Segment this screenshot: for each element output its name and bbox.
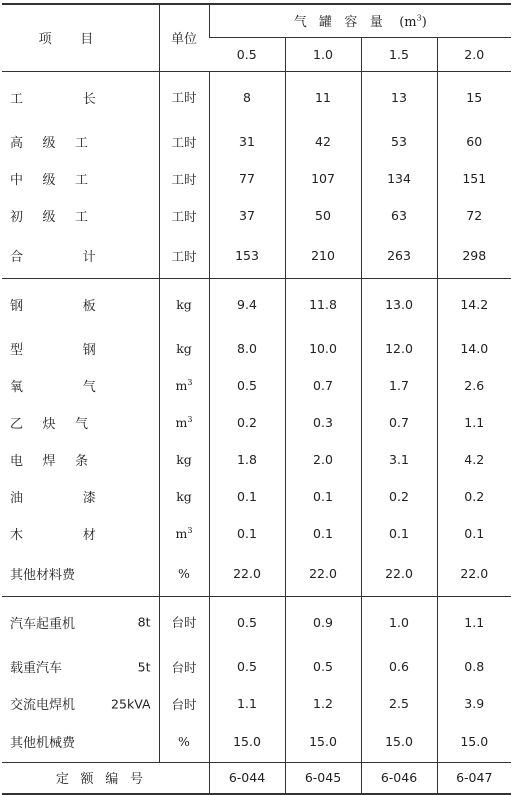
- labor-unit: [159, 234, 209, 278]
- unit-text: kg: [176, 489, 192, 504]
- item-name: 初级工: [10, 210, 108, 225]
- machinery-row: [2, 685, 511, 722]
- materials-name: [2, 478, 159, 515]
- header-col-1: 1.0: [285, 37, 361, 71]
- materials-value: 0.1: [209, 515, 285, 552]
- materials-value: 22.0: [361, 552, 437, 596]
- materials-value: 8.0: [209, 330, 285, 367]
- materials-value: 13.0: [361, 278, 437, 330]
- machinery-row: [2, 722, 511, 762]
- machinery-value: 0.6: [361, 648, 437, 685]
- quota-code: 6-046: [361, 762, 437, 794]
- materials-name: [2, 367, 159, 404]
- labor-value: 77: [209, 160, 285, 197]
- labor-name: [2, 234, 159, 278]
- labor-value: 151: [437, 160, 511, 197]
- labor-value: 8: [209, 71, 285, 123]
- machinery-value: 15.0: [361, 722, 437, 762]
- labor-row: [2, 234, 511, 278]
- materials-row: [2, 367, 511, 404]
- unit-text: m: [175, 415, 188, 431]
- header-col-2: 1.5: [361, 37, 437, 71]
- labor-unit: [159, 123, 209, 160]
- materials-value: 0.1: [209, 478, 285, 515]
- unit-text: m: [175, 378, 188, 394]
- header-col-3: 2.0: [437, 37, 511, 71]
- unit-superscript: 3: [187, 414, 193, 424]
- item-name: 交流电焊机: [10, 698, 76, 713]
- materials-row: [2, 404, 511, 441]
- quota-code-label-text: 定额编号: [55, 772, 155, 787]
- machinery-value: 0.5: [209, 596, 285, 648]
- machinery-value: 3.9: [437, 685, 511, 722]
- materials-value: 0.2: [361, 478, 437, 515]
- materials-row: [2, 441, 511, 478]
- machinery-value: 0.5: [209, 648, 285, 685]
- labor-value: 72: [437, 197, 511, 234]
- machinery-value: 15.0: [285, 722, 361, 762]
- item-name: 汽车起重机: [10, 616, 76, 632]
- machinery-unit: [159, 722, 209, 762]
- labor-unit: [159, 160, 209, 197]
- machinery-unit: [159, 596, 209, 648]
- item-spec: 8t: [137, 614, 151, 630]
- quota-code-label: [2, 762, 209, 794]
- machinery-name: [2, 648, 159, 685]
- materials-value: 3.1: [361, 441, 437, 478]
- machinery-name: [2, 722, 159, 762]
- labor-name: [2, 123, 159, 160]
- materials-value: 0.1: [437, 515, 511, 552]
- header-item: 项目: [2, 4, 159, 71]
- machinery-value: 1.0: [361, 596, 437, 648]
- machinery-row: [2, 596, 511, 648]
- labor-value: 37: [209, 197, 285, 234]
- materials-name: [2, 278, 159, 330]
- materials-value: 2.0: [285, 441, 361, 478]
- materials-value: 1.8: [209, 441, 285, 478]
- materials-unit: [159, 515, 209, 552]
- materials-name: [2, 515, 159, 552]
- materials-name: [2, 330, 159, 367]
- machinery-name: [2, 685, 159, 722]
- unit-text: m: [175, 526, 188, 542]
- materials-value: 22.0: [285, 552, 361, 596]
- materials-value: 22.0: [437, 552, 511, 596]
- labor-value: 50: [285, 197, 361, 234]
- item-name: 合计: [10, 250, 156, 266]
- materials-name: [2, 552, 159, 596]
- machinery-value: 0.8: [437, 648, 511, 685]
- materials-value: 0.7: [361, 404, 437, 441]
- unit-text: 工时: [171, 208, 197, 224]
- machinery-row: [2, 648, 511, 685]
- unit-text: %: [178, 566, 190, 582]
- unit-text: 台时: [171, 659, 197, 675]
- unit-text: kg: [176, 452, 192, 467]
- materials-row: [2, 552, 511, 596]
- item-name: 乙炔气: [10, 417, 108, 432]
- materials-unit: [159, 404, 209, 441]
- labor-value: 107: [285, 160, 361, 197]
- labor-unit: [159, 71, 209, 123]
- materials-value: 4.2: [437, 441, 511, 478]
- materials-unit: [159, 478, 209, 515]
- materials-value: 11.8: [285, 278, 361, 330]
- labor-value: 15: [437, 71, 511, 123]
- item-name: 型钢: [10, 343, 156, 358]
- materials-name: [2, 404, 159, 441]
- labor-name: [2, 160, 159, 197]
- materials-row: [2, 478, 511, 515]
- materials-value: 9.4: [209, 278, 285, 330]
- materials-row: [2, 278, 511, 330]
- materials-value: 0.2: [437, 478, 511, 515]
- labor-row: [2, 123, 511, 160]
- labor-value: 210: [285, 234, 361, 278]
- machinery-unit: [159, 685, 209, 722]
- materials-value: 10.0: [285, 330, 361, 367]
- unit-superscript: 3: [187, 377, 193, 387]
- labor-value: 134: [361, 160, 437, 197]
- item-spec: 5t: [137, 659, 151, 674]
- header-unit: 单位: [159, 4, 209, 71]
- item-spec: 25kVA: [111, 696, 151, 711]
- labor-value: 11: [285, 71, 361, 123]
- materials-value: 22.0: [209, 552, 285, 596]
- labor-unit: [159, 197, 209, 234]
- labor-value: 31: [209, 123, 285, 160]
- materials-name: [2, 441, 159, 478]
- machinery-value: 1.1: [209, 685, 285, 722]
- item-name: 木材: [10, 528, 156, 543]
- quota-code: 6-044: [209, 762, 285, 794]
- item-name: 其他材料费: [10, 568, 76, 584]
- quota-code: 6-045: [285, 762, 361, 794]
- materials-row: [2, 330, 511, 367]
- materials-value: 1.7: [361, 367, 437, 404]
- unit-text: 工时: [171, 248, 197, 264]
- item-name: 高级工: [10, 136, 108, 151]
- labor-value: 60: [437, 123, 511, 160]
- labor-value: 263: [361, 234, 437, 278]
- materials-row: [2, 515, 511, 552]
- labor-value: 63: [361, 197, 437, 234]
- capacity-unit: $(m^3)$: [399, 13, 427, 31]
- machinery-value: 0.5: [285, 648, 361, 685]
- materials-unit: [159, 278, 209, 330]
- item-name: 中级工: [10, 173, 108, 188]
- labor-value: 298: [437, 234, 511, 278]
- labor-row: [2, 71, 511, 123]
- item-name: 载重汽车: [10, 661, 63, 676]
- unit-text: 工时: [171, 90, 197, 106]
- quota-table: [2, 3, 511, 795]
- labor-name: [2, 197, 159, 234]
- labor-row: [2, 197, 511, 234]
- machinery-value: 2.5: [361, 685, 437, 722]
- machinery-value: 15.0: [437, 722, 511, 762]
- machinery-value: 0.9: [285, 596, 361, 648]
- item-name: 氧气: [10, 380, 156, 395]
- materials-unit: [159, 552, 209, 596]
- labor-name: [2, 71, 159, 123]
- materials-value: 0.2: [209, 404, 285, 441]
- item-name: 油漆: [10, 491, 156, 506]
- materials-value: 0.1: [285, 515, 361, 552]
- unit-text: 台时: [171, 696, 197, 712]
- machinery-value: 15.0: [209, 722, 285, 762]
- unit-text: kg: [176, 341, 192, 356]
- materials-value: 14.2: [437, 278, 511, 330]
- materials-unit: [159, 441, 209, 478]
- labor-value: 153: [209, 234, 285, 278]
- unit-text: 台时: [171, 615, 197, 631]
- materials-value: 0.3: [285, 404, 361, 441]
- labor-value: 53: [361, 123, 437, 160]
- materials-value: 0.7: [285, 367, 361, 404]
- item-name: 电焊条: [10, 454, 108, 469]
- materials-value: 0.5: [209, 367, 285, 404]
- header-col-0: 0.5: [209, 37, 285, 71]
- materials-value: 12.0: [361, 330, 437, 367]
- unit-text: %: [178, 734, 190, 750]
- materials-value: 0.1: [361, 515, 437, 552]
- unit-text: kg: [176, 296, 192, 312]
- materials-value: 0.1: [285, 478, 361, 515]
- labor-row: [2, 160, 511, 197]
- materials-unit: [159, 330, 209, 367]
- unit-text: 工时: [171, 134, 197, 150]
- machinery-value: 1.1: [437, 596, 511, 648]
- quota-code: 6-047: [437, 762, 511, 794]
- labor-value: 13: [361, 71, 437, 123]
- item-name: 其他机械费: [10, 736, 76, 752]
- materials-value: 1.1: [437, 404, 511, 441]
- unit-text: 工时: [171, 171, 197, 187]
- header-capacity: 气罐容量 $(m^3)$: [209, 4, 511, 37]
- machinery-unit: [159, 648, 209, 685]
- quota-code-row: [2, 762, 511, 794]
- labor-value: 42: [285, 123, 361, 160]
- item-name: 工长: [10, 91, 156, 107]
- unit-superscript: 3: [187, 525, 193, 535]
- materials-value: 2.6: [437, 367, 511, 404]
- materials-unit: [159, 367, 209, 404]
- machinery-name: [2, 596, 159, 648]
- item-name: 钢板: [10, 298, 156, 314]
- machinery-value: 1.2: [285, 685, 361, 722]
- materials-value: 14.0: [437, 330, 511, 367]
